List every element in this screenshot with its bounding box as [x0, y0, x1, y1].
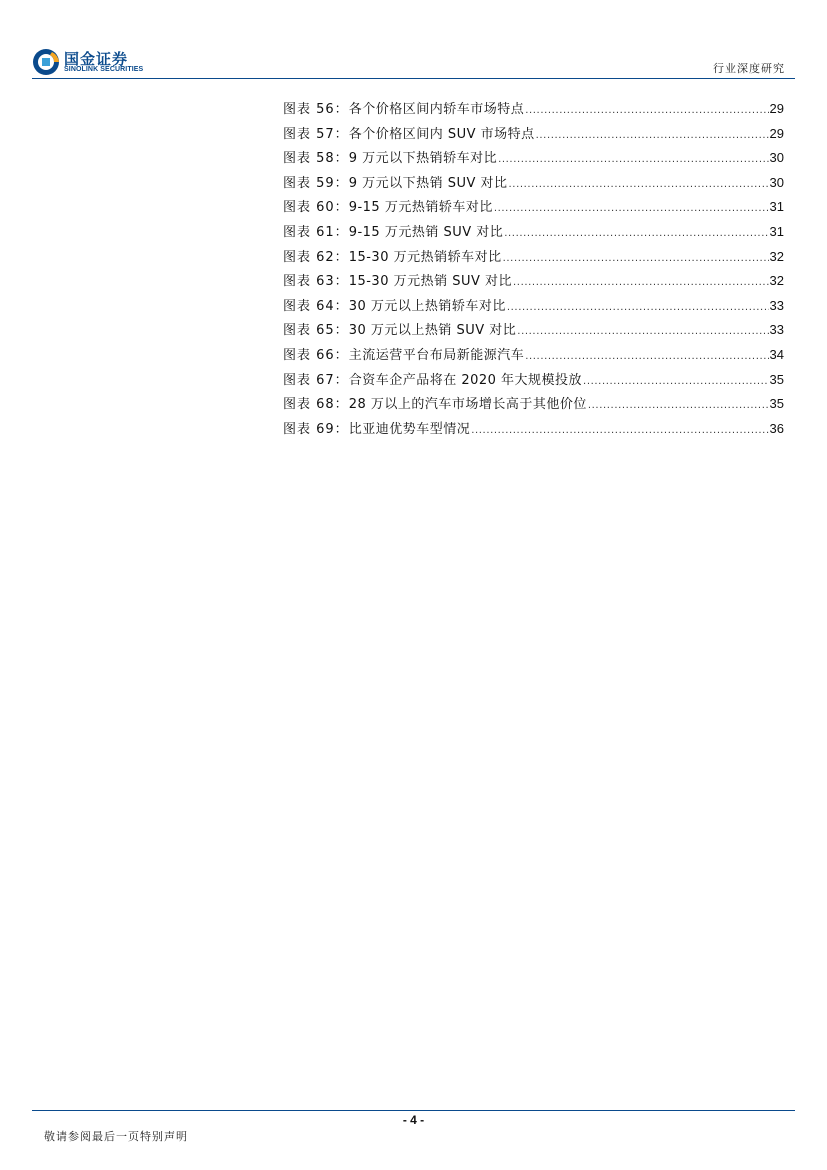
toc-entry-label: 图表 69：: [283, 421, 349, 437]
toc-entry-label: 图表 67：: [283, 372, 349, 388]
toc-entry-page: 29: [769, 125, 784, 141]
toc-entry-page: 29: [769, 101, 784, 116]
toc-leader-dots: [588, 400, 769, 411]
toc-entry[interactable]: [283, 393, 784, 418]
toc-entry-label: 图表 65：: [283, 323, 349, 339]
sinolink-logo-icon: [32, 48, 60, 76]
toc-leader-dots: [583, 376, 768, 387]
toc-entry-label: 图表 57：: [283, 126, 349, 142]
toc-entry[interactable]: [283, 270, 784, 295]
toc-entry-page: 32: [769, 273, 784, 289]
toc-entry-label: 图表 56：: [283, 102, 349, 117]
toc-entry-label: 图表 63：: [283, 274, 349, 290]
toc-entry-label: 图表 62：: [283, 249, 349, 265]
toc-leader-dots: [471, 425, 768, 436]
toc-entry[interactable]: [283, 344, 784, 369]
toc-entry[interactable]: [283, 369, 784, 394]
toc-entry[interactable]: [283, 172, 784, 197]
toc-entry[interactable]: [283, 221, 784, 246]
toc-entry-title: 9 万元以下热销 SUV 对比: [348, 175, 508, 191]
toc-leader-dots: [536, 130, 769, 141]
logo-chinese-name: 国金证券: [64, 50, 129, 68]
toc-entry[interactable]: [283, 319, 784, 344]
toc-entry[interactable]: [283, 196, 784, 221]
toc-entry-title: 30 万元以上热销 SUV 对比: [348, 323, 517, 339]
toc-entry-page: 30: [769, 174, 784, 190]
toc-entry-page: 31: [769, 223, 784, 239]
toc-entry-label: 图表 59：: [283, 175, 349, 191]
toc-entry-label: 图表 66：: [283, 347, 349, 363]
report-type-title: 行业深度研究: [713, 62, 785, 75]
toc-entry-page: 31: [769, 199, 784, 215]
toc-entry-title: 28 万以上的汽车市场增长高于其他价位: [348, 397, 587, 413]
company-logo: [32, 48, 162, 78]
toc-entry-title: 合资车企产品将在 2020 年大规模投放: [348, 372, 583, 388]
toc-entry-label: 图表 68：: [283, 397, 349, 413]
toc-entry-label: 图表 60：: [283, 200, 349, 216]
toc-entry-page: 36: [769, 420, 784, 436]
toc-leader-dots: [498, 154, 768, 165]
page-number: - 4 -: [402, 1113, 425, 1127]
footer-divider: [32, 1110, 795, 1111]
toc-entry-title: 15-30 万元热销 SUV 对比: [348, 274, 513, 290]
figure-index-list: [283, 98, 784, 442]
toc-leader-dots: [503, 253, 769, 264]
header-divider: [32, 78, 795, 79]
toc-entry[interactable]: [283, 123, 784, 148]
page-header: [0, 0, 827, 80]
toc-leader-dots: [494, 203, 769, 214]
toc-entry-label: 图表 58：: [283, 151, 349, 167]
toc-entry-page: 35: [769, 371, 784, 387]
toc-entry-page: 30: [769, 150, 784, 166]
toc-leader-dots: [509, 179, 769, 190]
toc-leader-dots: [504, 228, 768, 239]
toc-entry-page: 35: [769, 396, 784, 412]
toc-entry-title: 30 万元以上热销轿车对比: [348, 298, 506, 314]
toc-entry-title: 9 万元以下热销轿车对比: [348, 151, 498, 167]
toc-entry-label: 图表 61：: [283, 224, 349, 240]
toc-entry[interactable]: [283, 295, 784, 320]
toc-entry-page: 32: [769, 248, 784, 264]
toc-leader-dots: [525, 351, 768, 362]
toc-entry-title: 9-15 万元热销轿车对比: [348, 200, 493, 216]
toc-entry-page: 33: [769, 322, 784, 338]
toc-leader-dots: [507, 302, 769, 313]
toc-leader-dots: [525, 105, 768, 116]
toc-entry-label: 图表 64：: [283, 298, 349, 314]
toc-entry-title: 9-15 万元热销 SUV 对比: [348, 224, 504, 240]
toc-entry[interactable]: [283, 147, 784, 172]
toc-entry[interactable]: [283, 246, 784, 271]
toc-entry-title: 15-30 万元热销轿车对比: [348, 249, 502, 265]
toc-entry-page: 34: [769, 346, 784, 362]
disclaimer-note: 敬请参阅最后一页特别声明: [44, 1130, 188, 1143]
logo-english-name: SINOLINK SECURITIES: [64, 66, 144, 73]
toc-leader-dots: [513, 277, 769, 288]
toc-entry[interactable]: [283, 98, 784, 123]
toc-entry-title: 比亚迪优势车型情况: [348, 421, 471, 437]
toc-entry-title: 各个价格区间内轿车市场特点: [348, 102, 525, 117]
toc-entry-page: 33: [769, 297, 784, 313]
toc-leader-dots: [517, 326, 768, 337]
toc-entry-title: 主流运营平台布局新能源汽车: [348, 347, 525, 363]
toc-entry-title: 各个价格区间内 SUV 市场特点: [348, 126, 535, 142]
toc-entry[interactable]: [283, 418, 784, 443]
